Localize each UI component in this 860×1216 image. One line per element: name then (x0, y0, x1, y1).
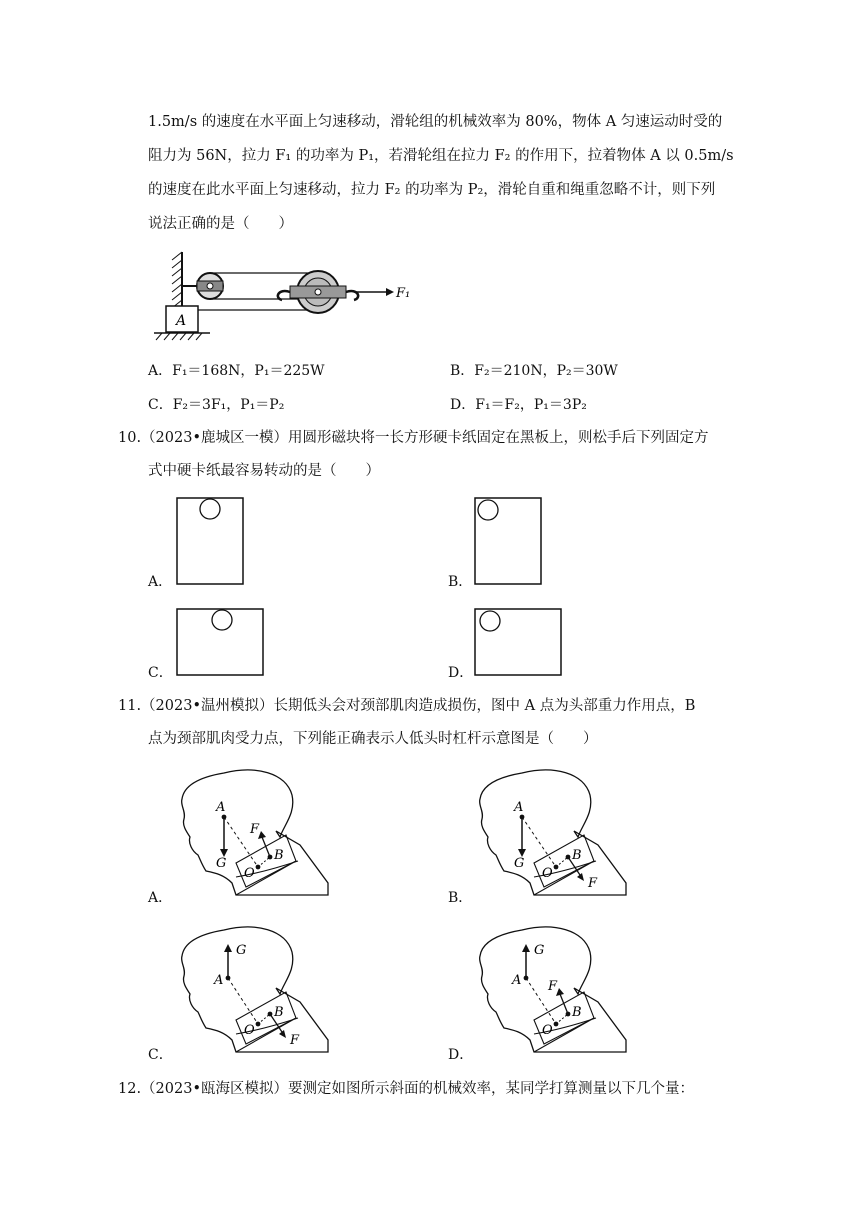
gravity-g-label: G (514, 856, 525, 871)
q9-line-1: 1.5m/s 的速度在水平面上匀速移动，滑轮组的机械效率为 80%，物体 A 匀速运动时受的 (148, 114, 723, 130)
point-a-label: A (216, 800, 226, 815)
q10-card-b (474, 497, 544, 587)
q10-card-d (474, 608, 564, 678)
point-o-label: O (542, 866, 553, 881)
force-f-label: F (250, 822, 260, 837)
magnet-icon (478, 500, 498, 520)
q10-option-b[interactable]: B． (448, 574, 473, 590)
gravity-g-label: G (236, 943, 247, 958)
force-f-label: F (588, 876, 598, 891)
q9-option-d[interactable]: D．F₁＝F₂，P₁＝3P₂ (450, 397, 587, 413)
gravity-g-label: G (216, 856, 227, 871)
magnet-icon (480, 611, 500, 631)
magnet-icon (200, 499, 220, 519)
head-figure-b (474, 765, 634, 910)
q9-option-b[interactable]: B．F₂＝210N，P₂＝30W (450, 363, 618, 379)
q10-line-2: 式中硬卡纸最容易转动的是（ ） (148, 463, 380, 479)
q9-line-3: 的速度在此水平面上匀速移动，拉力 F₂ 的功率为 P₂，滑轮自重和绳重忽略不计，则下列 (148, 182, 716, 198)
q9-line-2: 阻力为 56N，拉力 F₁ 的功率为 P₁，若滑轮组在拉力 F₂ 的作用下，拉着物体 A 以 0.5m/s (148, 148, 734, 164)
gravity-g-label: G (534, 943, 545, 958)
q10-line-1: 10.（2023•鹿城区一模）用圆形磁块将一长方形硬卡纸固定在黑板上，则松手后下列固定方 (118, 430, 709, 446)
q12-line-1: 12.（2023•瓯海区模拟）要测定如图所示斜面的机械效率，某同学打算测量以下几个量： (118, 1081, 695, 1097)
point-a-label: A (214, 973, 224, 988)
q9-line-4: 说法正确的是（ ） (148, 216, 293, 232)
point-b-label: B (572, 1005, 582, 1020)
force-f-label: F (290, 1033, 300, 1048)
point-o-label: O (542, 1023, 553, 1038)
q9-option-c[interactable]: C．F₂＝3F₁，P₁＝P₂ (148, 397, 285, 413)
q11-option-a[interactable]: A． (148, 890, 173, 906)
force-f1-label: F₁ (396, 286, 411, 301)
q11-line-2: 点为颈部肌肉受力点，下列能正确表示人低头时杠杆示意图是（ ） (148, 731, 598, 747)
point-a-label: A (514, 800, 524, 815)
head-figure-a (176, 765, 336, 910)
point-b-label: B (274, 848, 284, 863)
force-f-label: F (548, 979, 558, 994)
q9-option-a[interactable]: A．F₁＝168N，P₁＝225W (148, 363, 325, 379)
q11-option-b[interactable]: B． (448, 890, 473, 906)
head-figure-d (474, 922, 634, 1067)
point-o-label: O (244, 866, 255, 881)
point-a-label: A (512, 973, 522, 988)
pulley-system-figure (150, 248, 410, 348)
q10-option-a[interactable]: A． (148, 574, 173, 590)
magnet-icon (212, 610, 232, 630)
point-o-label: O (244, 1023, 255, 1038)
q10-card-c (176, 608, 266, 678)
head-figure-c (176, 922, 336, 1067)
q10-option-d[interactable]: D． (448, 665, 474, 681)
q11-option-c[interactable]: C． (148, 1047, 173, 1063)
q11-line-1: 11.（2023•温州模拟）长期低头会对颈部肌肉造成损伤，图中 A 点为头部重力作用点，B (118, 698, 696, 714)
q11-option-d[interactable]: D． (448, 1047, 474, 1063)
q10-card-a (176, 497, 246, 587)
point-b-label: B (274, 1005, 284, 1020)
q10-option-c[interactable]: C． (148, 665, 173, 681)
block-a-label: A (176, 313, 187, 329)
point-b-label: B (572, 848, 582, 863)
